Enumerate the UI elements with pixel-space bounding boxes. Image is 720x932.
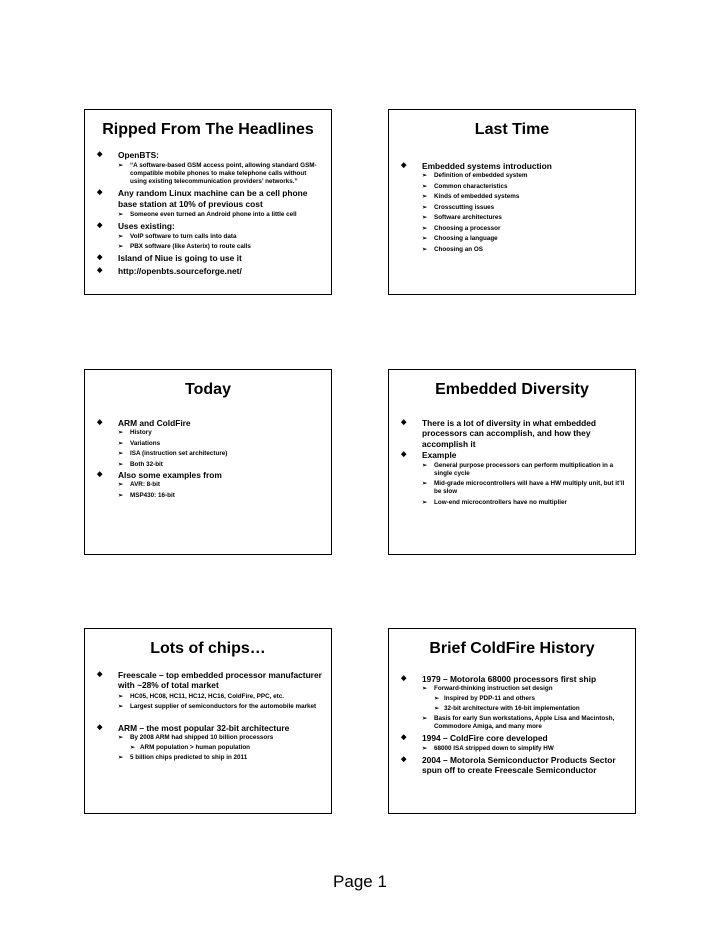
sub-sub-bullet-pdp11: ➢ Inspired by PDP-11 and others <box>401 695 627 703</box>
bullet-1994-coldfire: ◆ 1994 – ColdFire core developed <box>401 733 627 743</box>
sub-bullet-voip: ➢ VoIP software to turn calls into data <box>97 233 323 241</box>
sub-bullet-msp430: ➢ MSP430: 16-bit <box>97 492 323 500</box>
bullet-openbts-link: ◆ http://openbts.sourceforge.net/ <box>97 266 323 276</box>
slide-ripped-from-the-headlines <box>84 109 332 295</box>
slide-embedded-diversity <box>388 369 636 555</box>
slide-lots-of-chips <box>84 628 332 814</box>
bullet-openbts: ◆ OpenBTS: <box>97 150 323 160</box>
bullet-example: ◆ Example <box>401 450 627 460</box>
page-number: Page 1 <box>333 872 387 891</box>
slide-last-time <box>388 109 636 295</box>
sub-bullet-general-purpose: ➢ General purpose processors can perform multiplication in a single cycle <box>401 462 627 478</box>
sub-bullet-history: ➢ History <box>97 429 323 437</box>
sub-bullet-low-end: ➢ Low-end microcontrollers have no multiplier <box>401 499 627 507</box>
sub-bullet-isa: ➢ ISA (instruction set architecture) <box>97 450 323 458</box>
sub-bullet-characteristics: ➢ Common characteristics <box>401 183 627 191</box>
bullet-arm-coldfire: ◆ ARM and ColdFire <box>97 418 323 428</box>
bullet-uses-existing: ◆ Uses existing: <box>97 221 323 231</box>
sub-bullet-openbts-quote: ➢ “A software-based GSM access point, allowing standard GSM-compatible mobile phones to make telephone calls without using existing telecommunication providers’ networks.” <box>97 162 323 186</box>
sub-sub-bullet-arm-population: ➢ ARM population > human population <box>97 744 323 752</box>
sub-bullet-choosing-language: ➢ Choosing a language <box>401 235 627 243</box>
sub-bullet-android-cell: ➢ Someone even turned an Android phone into a little cell <box>97 211 323 219</box>
slide-today <box>84 369 332 555</box>
sub-bullet-pbx: ➢ PBX software (like Asterix) to route calls <box>97 243 323 251</box>
bullet-1979-68000: ◆ 1979 – Motorola 68000 processors first ship <box>401 674 627 684</box>
sub-bullet-arm-shipped: ➢ By 2008 ARM had shipped 10 billion processors <box>97 734 323 742</box>
sub-bullet-automobile: ➢ Largest supplier of semiconductors for the automobile market <box>97 703 323 711</box>
sub-bullet-avr: ➢ AVR: 8-bit <box>97 481 323 489</box>
sub-bullet-5-billion: ➢ 5 billion chips predicted to ship in 2011 <box>97 754 323 762</box>
sub-bullet-software-arch: ➢ Software architectures <box>401 214 627 222</box>
bullet-embedded-intro: ◆ Embedded systems introduction <box>401 161 627 171</box>
sub-bullet-crosscutting: ➢ Crosscutting issues <box>401 204 627 212</box>
sub-bullet-definition: ➢ Definition of embedded system <box>401 172 627 180</box>
sub-bullet-sun-apple: ➢ Basis for early Sun workstations, Apple Lisa and Macintosh, Commodore Amiga, and many more <box>401 715 627 731</box>
bullet-other-examples: ◆ Also some examples from <box>97 470 323 480</box>
slide-title: Lots of chips… <box>150 640 266 657</box>
sub-bullet-forward-thinking: ➢ Forward-thinking instruction set design <box>401 685 627 693</box>
slide-brief-coldfire-history <box>388 628 636 814</box>
sub-bullet-mid-grade: ➢ Mid-grade microcontrollers will have a HW multiply unit, but it’ll be slow <box>401 480 627 496</box>
sub-bullet-choosing-os: ➢ Choosing an OS <box>401 246 627 254</box>
sub-bullet-hc-families: ➢ HC05, HC08, HC11, HC12, HC16, ColdFire, PPC, etc. <box>97 693 323 701</box>
slide-title: Last Time <box>474 121 550 138</box>
slide-title: Embedded Diversity <box>435 381 589 398</box>
bullet-2004-freescale: ◆ 2004 – Motorola Semiconductor Products Sector spun off to create Freescale Semiconductor <box>401 755 627 776</box>
bullet-diversity: ◆ There is a lot of diversity in what embedded processors can accomplish, and how they accomplish it <box>401 418 627 449</box>
bullet-freescale: ◆ Freescale – top embedded processor manufacturer with ~28% of total market <box>97 670 323 691</box>
sub-sub-bullet-32bit-impl: ➢ 32-bit architecture with 16-bit implementation <box>401 705 627 713</box>
sub-bullet-32bit: ➢ Both 32-bit <box>97 461 323 469</box>
sub-bullet-kinds: ➢ Kinds of embedded systems <box>401 193 627 201</box>
slide-title: Brief ColdFire History <box>429 640 595 657</box>
slide-title: Ripped From The Headlines <box>102 121 314 138</box>
bullet-linux-cell-station: ◆ Any random Linux machine can be a cell phone base station at 10% of previous cost <box>97 188 323 209</box>
bullet-arm-popular: ◆ ARM – the most popular 32-bit architecture <box>97 723 323 733</box>
sub-bullet-choosing-processor: ➢ Choosing a processor <box>401 225 627 233</box>
sub-bullet-isa-stripped: ➢ 68000 ISA stripped down to simplify HW <box>401 745 627 753</box>
bullet-niue: ◆ Island of Niue is going to use it <box>97 253 323 263</box>
slide-title: Today <box>185 381 231 398</box>
sub-bullet-variations: ➢ Variations <box>97 440 323 448</box>
